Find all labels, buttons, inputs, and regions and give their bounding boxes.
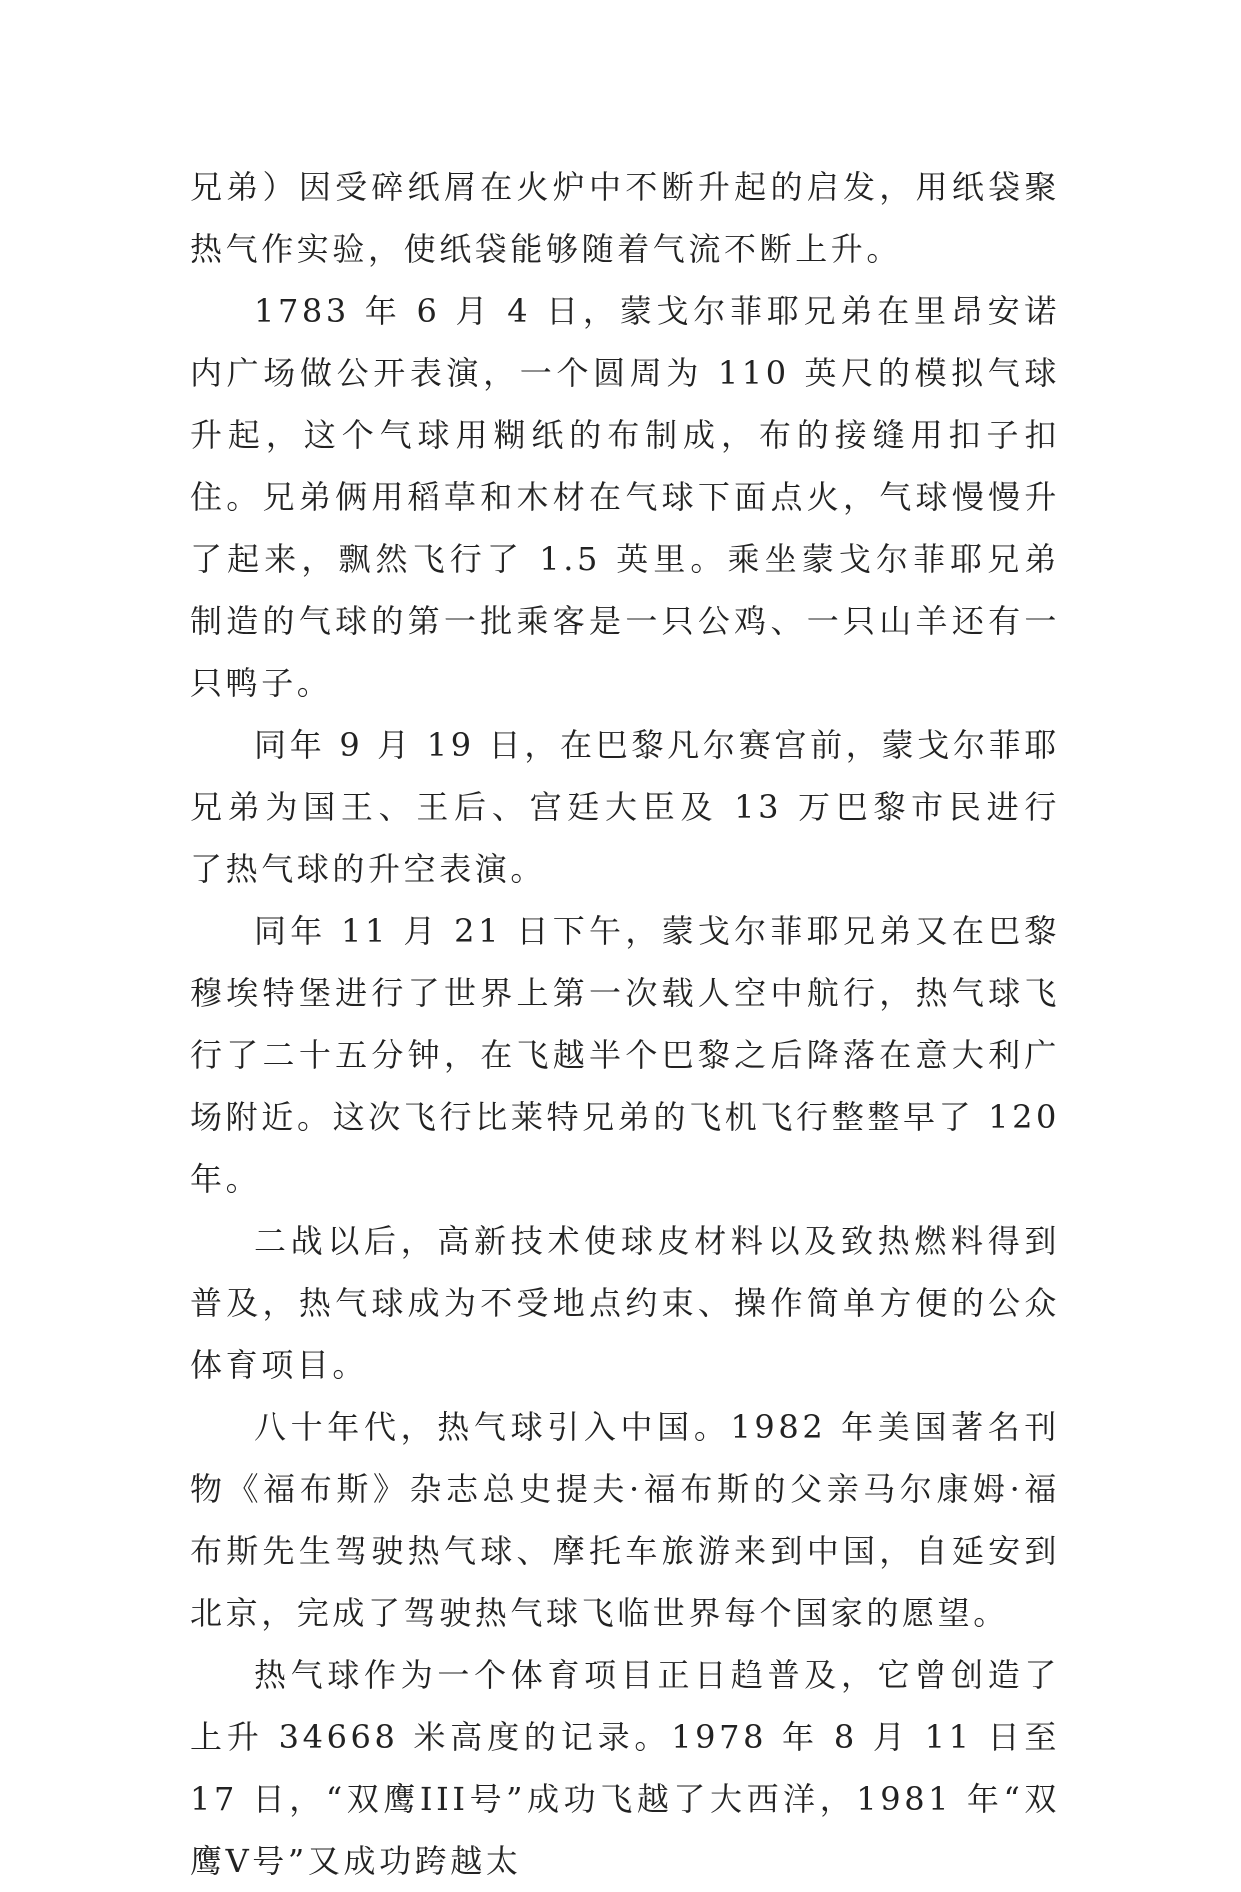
paragraph-6: 八十年代，热气球引入中国。1982 年美国著名刊物《福布斯》杂志总史提夫·福布斯的父亲马尔康姆·福布斯先生驾驶热气球、摩托车旅游来到中国，自延安到北京，完成了驾驶热气球飞临世界每个国家的愿望。 [190, 1408, 1060, 1632]
paragraph-1: 兄弟）因受碎纸屑在火炉中不断升起的启发，用纸袋聚热气作实验，使纸袋能够随着气流不断上升。 [190, 168, 1060, 268]
paragraph-4: 同年 11 月 21 日下午，蒙戈尔菲耶兄弟又在巴黎穆埃特堡进行了世界上第一次载人空中航行，热气球飞行了二十五分钟，在飞越半个巴黎之后降落在意大利广场附近。这次飞行比莱特兄弟的飞机飞行整整早了 120 年。 [190, 912, 1060, 1198]
paragraph-3: 同年 9 月 19 日，在巴黎凡尔赛宫前，蒙戈尔菲耶兄弟为国王、王后、宫廷大臣及 13 万巴黎市民进行 了热气球的升空表演。 [190, 726, 1060, 888]
document-body [190, 156, 1060, 1892]
paragraph-2: 1783 年 6 月 4 日，蒙戈尔菲耶兄弟在里昂安诺内广场做公开表演，一个圆周为 110 英尺的模拟气球升起，这个气球用糊纸的布制成，布的接缝用扣子扣住。兄弟俩用稻草和木材在气球下面点火，气球慢慢升了起来，飘然飞行了 1.5 英里。乘坐蒙戈尔菲耶兄弟制造的气球的第一批乘客是一只公鸡、一只山羊还有一只鸭子。 [190, 292, 1060, 702]
paragraph-5: 二战以后，高新技术使球皮材料以及致热燃料得到普及，热气球成为不受地点约束、操作简单方便的公众体育项目。 [190, 1222, 1060, 1384]
paragraph-7: 热气球作为一个体育项目正日趋普及，它曾创造了上升 34668 米高度的记录。1978 年 8 月 11 日至 17 日，“双鹰III号”成功飞越了大西洋，1981 年“双鹰Ⅴ号”又成功跨越太 [190, 1656, 1060, 1880]
